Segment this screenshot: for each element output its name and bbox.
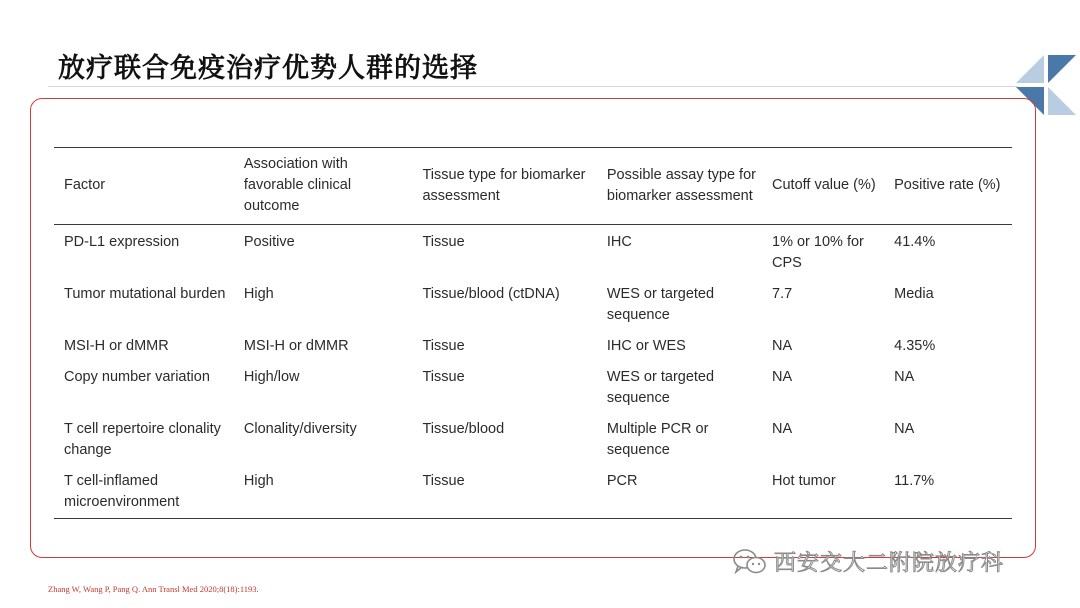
cell-association: Positive — [243, 234, 295, 250]
cell-association: High/low — [243, 369, 300, 385]
cell-cutoff: 7.7 — [772, 286, 793, 302]
header-factor: Factor — [64, 177, 106, 193]
cell-cutoff: Hot tumor — [772, 473, 836, 489]
slide-title: 放疗联合免疫治疗优势人群的选择 — [58, 53, 478, 84]
table-row — [54, 331, 1012, 362]
title-divider — [48, 86, 1018, 87]
cell-tissue: Tissue — [422, 369, 465, 385]
table-row — [54, 414, 1012, 466]
cell-factor: Copy number variation — [64, 369, 210, 385]
header-tissue-type: Tissue type for biomarker assessment — [422, 166, 586, 204]
watermark — [732, 546, 1004, 577]
cell-cutoff: NA — [772, 338, 793, 354]
cell-association: MSI-H or dMMR — [243, 338, 349, 354]
cell-factor: Tumor mutational burden — [64, 286, 226, 302]
header-cutoff: Cutoff value (%) — [772, 177, 876, 193]
cell-positive-rate: 11.7% — [894, 473, 935, 489]
cell-tissue: Tissue — [422, 338, 465, 354]
cell-association: High — [243, 473, 274, 489]
header-association: Association with favorable clinical outcome — [243, 156, 352, 214]
cell-assay: WES or targeted sequence — [606, 369, 715, 406]
table-header-row — [54, 148, 1012, 225]
header-assay-type: Possible assay type for biomarker assessment — [606, 166, 756, 204]
cell-positive-rate: 4.35% — [894, 338, 936, 354]
wechat-icon — [732, 548, 768, 576]
table-row — [54, 225, 1012, 280]
citation: Zhang W, Wang P, Pang Q. Ann Transl Med 2020;8(18):1193. — [48, 584, 259, 594]
cell-factor: MSI-H or dMMR — [64, 338, 169, 354]
cell-factor: T cell repertoire clonality change — [64, 421, 221, 458]
watermark-text: 西安交大二附院放疗科 — [774, 551, 1005, 576]
cell-tissue: Tissue/blood (ctDNA) — [422, 286, 560, 302]
header-positive-rate: Positive rate (%) — [894, 177, 1001, 193]
cell-factor: T cell-inflamed microenvironment — [64, 473, 180, 510]
cell-assay: Multiple PCR or sequence — [606, 421, 709, 458]
cell-positive-rate: NA — [894, 421, 915, 437]
cell-cutoff: NA — [772, 369, 793, 385]
cell-assay: PCR — [606, 473, 638, 489]
cell-tissue: Tissue — [422, 234, 465, 250]
table-row — [54, 279, 1012, 331]
cell-assay: IHC or WES — [606, 338, 686, 354]
cell-positive-rate: Media — [894, 286, 934, 302]
cell-positive-rate: 41.4% — [894, 234, 936, 250]
cell-association: Clonality/diversity — [243, 421, 357, 437]
table-row — [54, 362, 1012, 414]
cell-cutoff: NA — [772, 421, 793, 437]
cell-association: High — [243, 286, 274, 302]
cell-tissue: Tissue/blood — [422, 421, 505, 437]
cell-cutoff: 1% or 10% for CPS — [772, 234, 864, 271]
cell-positive-rate: NA — [894, 369, 915, 385]
cell-factor: PD-L1 expression — [64, 234, 180, 250]
cell-assay: WES or targeted sequence — [606, 286, 715, 323]
table-row — [54, 466, 1012, 519]
biomarker-table — [54, 147, 1012, 519]
cell-assay: IHC — [606, 234, 632, 250]
cell-tissue: Tissue — [422, 473, 465, 489]
